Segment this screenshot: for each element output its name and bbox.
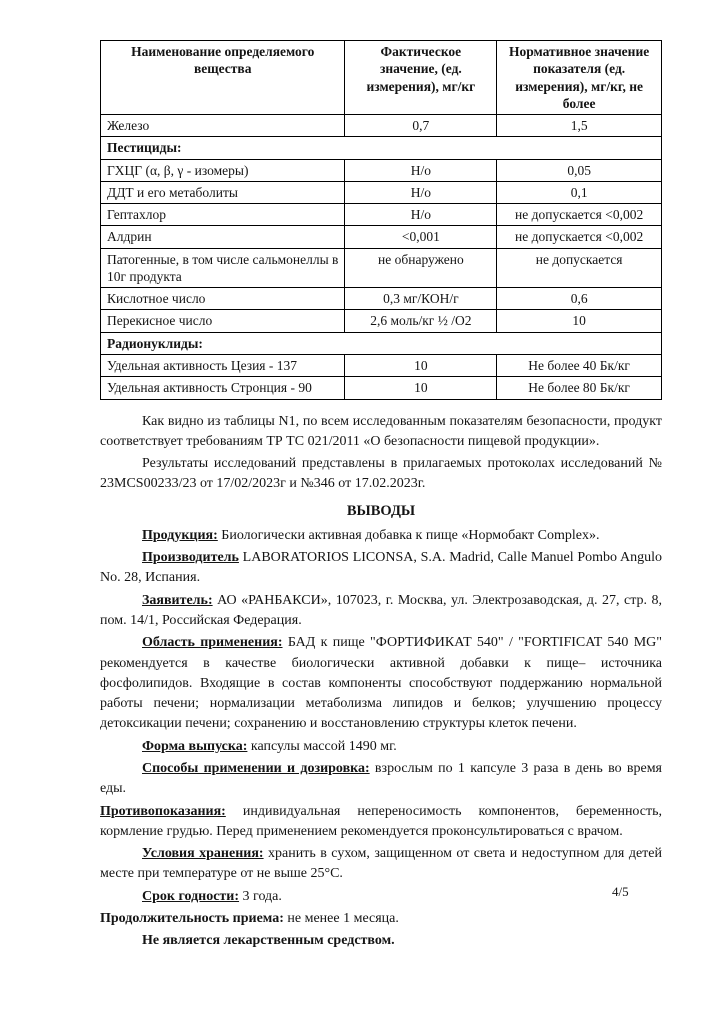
item-dosage-label: Способы применении и дозировка: [142,760,370,776]
section-label: Пестициды: [101,137,662,159]
cell-actual: 0,3 мг/КОН/г [345,288,497,310]
item-applicant-label: Заявитель: [142,592,213,608]
item-release-form-label: Форма выпуска: [142,738,248,754]
table-header-row [101,41,662,115]
item-applicant [100,591,662,632]
cell-norm: 10 [497,310,662,332]
table-row [101,204,662,226]
cell-norm: Не более 40 Бк/кг [497,354,662,376]
cell-actual: 10 [345,354,497,376]
item-not-a-medicine-label: Не является лекарственным средством. [142,933,395,949]
cell-substance: Удельная активность Цезия - 137 [101,354,345,376]
cell-actual: Н/о [345,181,497,203]
item-storage [100,844,662,885]
item-manufacturer [100,548,662,589]
table-row [101,354,662,376]
cell-actual: 0,7 [345,115,497,137]
item-manufacturer-text: LABORATORIOS LICONSA, S.A. Madrid, Calle Manuel Pombo Angulo No. 28, Испания. [100,550,662,586]
cell-substance: Перекисное число [101,310,345,332]
header-normative-value: Нормативное значение показателя (ед. измерения), мг/кг, не более [497,41,662,115]
cell-actual: Н/о [345,204,497,226]
table-row [101,288,662,310]
cell-norm: не допускается [497,248,662,288]
paragraph-protocols: Результаты исследований представлены в прилагаемых протоколах исследований № 23MCS00233/23 от 17/02/2023г и №346 от 17.02.2023г. [100,456,662,492]
table-row [101,181,662,203]
cell-actual: Н/о [345,159,497,181]
cell-norm: 0,6 [497,288,662,310]
page-number: 4/5 [612,884,629,899]
cell-norm: 0,05 [497,159,662,181]
cell-actual: не обнаружено [345,248,497,288]
cell-substance: ДДТ и его метаболиты [101,181,345,203]
item-contraindications-text: индивидуальная непереносимость компонентов, беременность, кормление грудью. Перед применением рекомендуется проконсультироваться с врачом. [100,803,662,839]
paragraph-table-summary: Как видно из таблицы N1, по всем исследованным показателям безопасности, продукт соответствует требованиям ТР ТС 021/2011 «О безопасности пищевой продукции». [100,413,662,449]
item-shelf-life-text: 3 года. [239,888,282,904]
item-application-area-text: БАД к пище "ФОРТИФИКАТ 540" / "FORTIFICAT 540 MG" рекомендуется в качестве биологически активной добавки к пище– источника фосфолипидов. Входящие в состав компоненты способствуют поддержанию нормальной работы печени; нормализации метаболизма липидов и белков; улучшению процессу детоксикации печени; сохранению и восстановлению структуры клеток печени. [100,635,662,732]
item-application-area [100,633,662,734]
cell-actual: <0,001 [345,226,497,248]
item-applicant-text: АО «РАНБАКСИ», 107023, г. Москва, ул. Электрозаводская, д. 27, стр. 8, пом. 14/1, Российская Федерация. [100,592,662,628]
cell-norm: Не более 80 Бк/кг [497,377,662,399]
item-application-area-label: Область применения: [142,635,283,651]
section-label: Радионуклиды: [101,332,662,354]
table-row [101,248,662,288]
conclusions-heading: ВЫВОДЫ [346,502,416,519]
item-shelf-life-label: Срок годности: [142,888,240,904]
item-product [100,526,662,546]
item-product-text: Биологически активная добавка к пище «Нормобакт Complex». [217,527,600,543]
cell-norm: 0,1 [497,181,662,203]
item-storage-text: хранить в сухом, защищенном от света и недоступном для детей месте при температуре от не выше 25°C. [100,846,662,882]
safety-indicators-table [100,40,662,400]
cell-norm: не допускается <0,002 [497,226,662,248]
item-contraindications [100,802,662,843]
item-intake-duration-text: не менее 1 месяца. [283,911,399,927]
item-dosage [100,759,662,800]
header-actual-value: Фактическое значение, (ед. измерения), мг/кг [345,41,497,115]
table-row [101,226,662,248]
cell-actual: 2,6 моль/кг ½ /О2 [345,310,497,332]
document-body [100,412,662,952]
item-storage-label: Условия хранения: [142,846,264,862]
cell-norm: не допускается <0,002 [497,204,662,226]
table-section-row [101,137,662,159]
table-row [101,115,662,137]
cell-substance: Железо [101,115,345,137]
table-row [101,377,662,399]
header-substance: Наименование определяемого вещества [101,41,345,115]
item-not-a-medicine [100,931,662,951]
item-contraindications-label: Противопоказания: [100,803,226,819]
cell-actual: 10 [345,377,497,399]
item-product-label: Продукция: [142,527,218,543]
item-shelf-life [100,887,662,907]
item-intake-duration-label: Продолжительность приема: [100,911,284,927]
cell-substance: Алдрин [101,226,345,248]
table-row [101,159,662,181]
cell-norm: 1,5 [497,115,662,137]
table-section-row [101,332,662,354]
item-release-form [100,737,662,757]
item-dosage-text: взрослым по 1 капсуле 3 раза в день во время еды. [100,760,663,797]
item-intake-duration [100,909,662,929]
cell-substance: Удельная активность Стронция - 90 [101,377,345,399]
item-manufacturer-label: Производитель [142,550,239,566]
item-release-form-text: капсулы массой 1490 мг. [247,738,397,754]
cell-substance: ГХЦГ (α, β, γ - изомеры) [101,159,345,181]
cell-substance: Патогенные, в том числе сальмонеллы в 10г продукта [101,248,345,288]
cell-substance: Кислотное число [101,288,345,310]
table-row [101,310,662,332]
cell-substance: Гептахлор [101,204,345,226]
